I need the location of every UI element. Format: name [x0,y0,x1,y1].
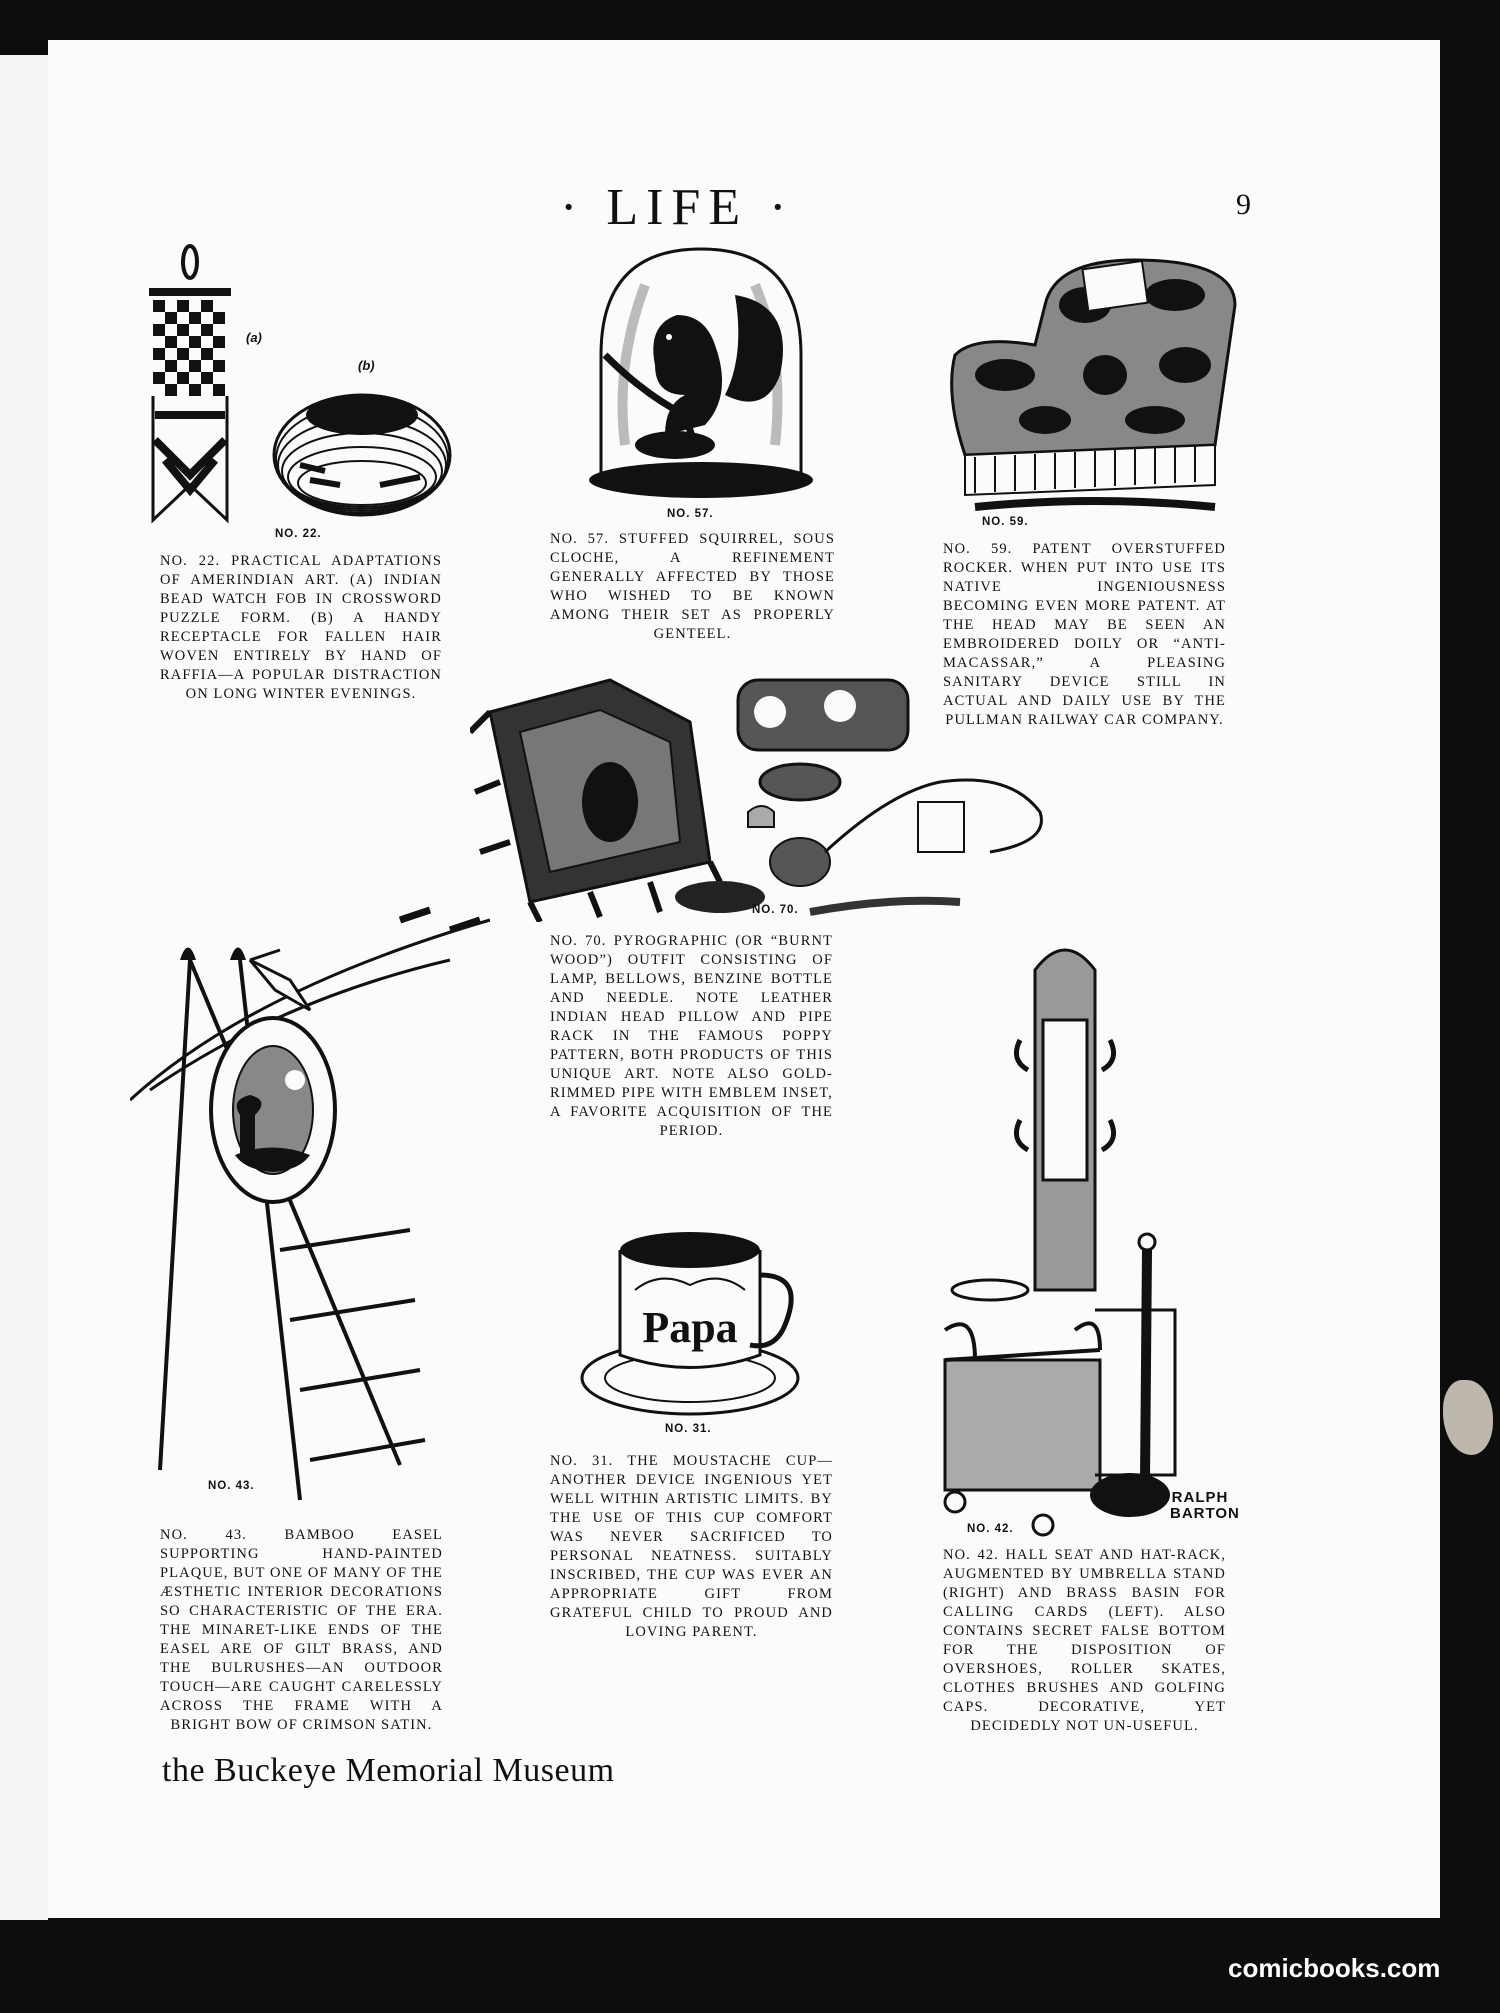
cup-inscription: Papa [642,1303,738,1352]
caption-no42: NO. 42. HALL SEAT AND HAT-RACK, AUGMENTED BY UMBRELLA STAND (RIGHT) AND BRASS BASIN FOR CALLING CARDS (LEFT). ALSO CONTAINS SECRET FALSE BOTTOM FOR THE DISPOSITION OF OVERSHOES, ROLLER SKATES, CLOTHES BRUSHES AND GOLFING CAPS. DECORATIVE, YET DECIDEDLY NOT UN-USEFUL. [943,1547,1226,1734]
raffia-hair-receptacle-illustration [270,385,455,520]
caption-no70: NO. 70. PYROGRAPHIC (OR “BURNT WOOD”) OUTFIT CONSISTING OF LAMP, BELLOWS, BENZINE BOTTLE AND NEEDLE. NOTE LEATHER INDIAN HEAD PILLOW AND PIPE RACK IN THE FAMOUS POPPY PATTERN, BOTH PRODUCTS OF THIS UNIQUE ART. NOTE ALSO GOLD-RIMMED PIPE WITH EMBLEM INSET, A FAVORITE ACQUISITION OF THE PERIOD. [550,933,833,1139]
figure-label-no42: NO. 42. [967,1523,1014,1535]
hall-seat-hat-rack-illustration [935,930,1245,1540]
figure-label-no43: NO. 43. [208,1480,255,1492]
paper-stain [1443,1380,1493,1455]
bead-watch-fob-illustration [145,240,235,525]
figure-label-no59: NO. 59. [982,516,1029,528]
pyrographic-outfit-illustration [470,672,1070,922]
left-page-edge [0,55,51,1920]
caption-no59: NO. 59. PATENT OVERSTUFFED ROCKER. WHEN PUT INTO USE ITS NATIVE INGENIOUSNESS BECOMING EVEN MORE PATENT. AT THE HEAD MAY BE SEEN AN EMBROIDERED DOILY OR “ANTI-MACASSAR,” A PLEASING SANITARY DEVICE STILL IN ACTUAL AND DAILY USE BY THE PULLMAN RAILWAY CAR COMPANY. [943,541,1226,728]
footer-museum-line: the Buckeye Memorial Museum [162,1752,615,1789]
page-number: 9 [1236,188,1251,221]
artist-signature: RALPH BARTON [1170,1489,1240,1522]
caption-no31: NO. 31. THE MOUSTACHE CUP—ANOTHER DEVICE INGENIOUS YET WELL WITHIN ARTISTIC LIMITS. BY THE USE OF THIS CUP COMFORT WAS NEVER SACRIFICED TO PERSONAL NEATNESS. SUITABLY INSCRIBED, THE CUP WAS EVER AN APPROPRIATE GIFT FROM GRATEFUL CHILD TO PROUD AND LOVING PARENT. [550,1453,833,1640]
sub-label-b: (b) [358,358,375,373]
moustache-cup-illustration [580,1230,805,1420]
caption-no43: NO. 43. BAMBOO EASEL SUPPORTING HAND-PAINTED PLAQUE, BUT ONE OF MANY OF THE ÆSTHETIC INTERIOR DECORATIONS SO CHARACTERISTIC OF THE ERA. THE MINARET-LIKE ENDS OF THE EASEL ARE OF GILT BRASS, AND THE BULRUSHES—AN OUTDOOR TOUCH—ARE CAUGHT CARELESSLY ACROSS THE FRAME WITH A BRIGHT BOW OF CRIMSON SATIN. [160,1527,443,1733]
figure-label-no22: NO. 22. [275,528,322,540]
stuffed-squirrel-bell-jar-illustration [585,245,817,505]
figure-label-no57: NO. 57. [667,508,714,520]
figure-label-no31: NO. 31. [665,1423,712,1435]
overstuffed-rocker-illustration [935,245,1240,530]
figure-label-no70: NO. 70. [752,904,799,916]
bamboo-easel-illustration [130,900,490,1510]
sub-label-a: (a) [246,330,262,345]
caption-no22: NO. 22. PRACTICAL ADAPTATIONS OF AMERINDIAN ART. (A) INDIAN BEAD WATCH FOB IN CROSSWORD PUZZLE FORM. (B) A HANDY RECEPTACLE FOR FALLEN HAIR WOVEN ENTIRELY BY HAND OF RAFFIA—A POPULAR DISTRACTION ON LONG WINTER EVENINGS. [160,553,442,702]
caption-no57: NO. 57. STUFFED SQUIRREL, SOUS CLOCHE, A REFINEMENT GENERALLY AFFECTED BY THOSE WHO WISHED TO BE KNOWN AMONG THEIR SET AS PROPERLY GENTEEL. [550,531,835,642]
page-title: · LIFE · [560,179,795,236]
site-watermark: comicbooks.com [1228,1953,1441,1983]
